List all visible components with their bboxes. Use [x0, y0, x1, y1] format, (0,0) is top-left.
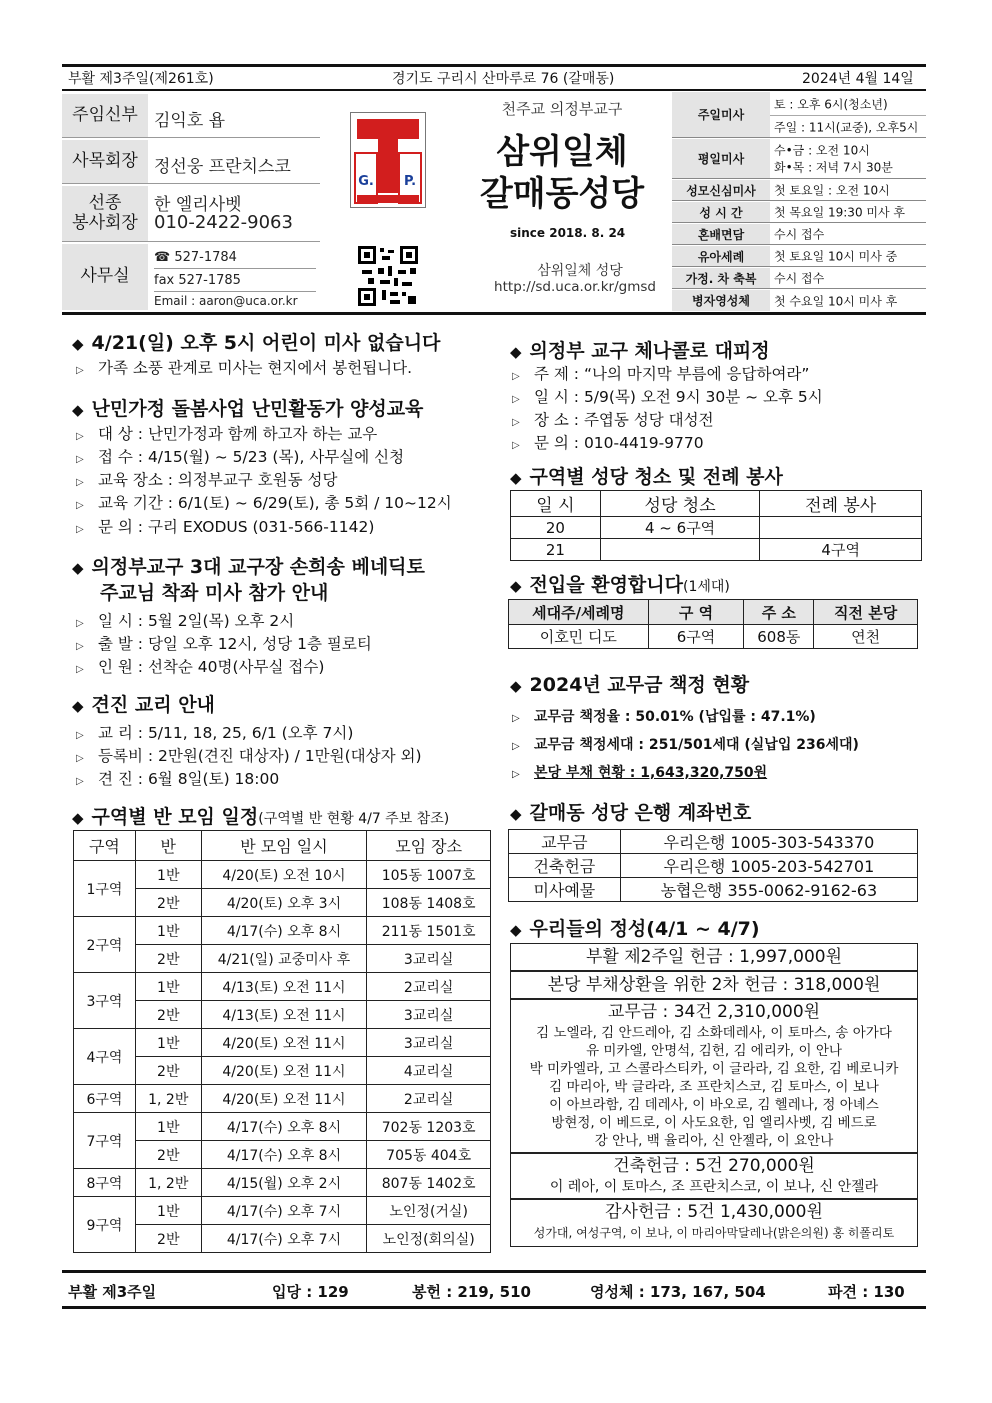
table-cell: 105동 1007호: [367, 861, 491, 889]
section-title: ◆ 전입을 환영합니다(1세대): [510, 574, 730, 596]
section-title: ◆ 의정부교구 3대 교구장 손희송 베네딕토: [72, 556, 425, 578]
section-title: ◆ 견진 교리 안내: [72, 694, 215, 716]
table-cell: 4/17(수) 오후 8시: [201, 1113, 367, 1141]
table-row: [74, 1057, 491, 1085]
svg-text:P.: P.: [403, 174, 417, 189]
staff-value: 정선웅 프란치스코: [154, 157, 291, 177]
staff-value: 김익호 욥: [154, 111, 226, 131]
attendance-footer: [62, 1270, 926, 1310]
church-name-2: 갈매동성당: [479, 174, 645, 214]
list-item: ▷ 문 의 : 구리 EXODUS (031-566-1142): [76, 518, 375, 536]
schedule-line: 주일 : 11시(교중), 오후5시: [774, 120, 919, 135]
schedule-line: 첫 토요일 10시 미사 중: [774, 249, 898, 264]
list-item: ▷ 교육 장소 : 의정부교구 호원동 성당: [76, 471, 338, 489]
schedule-label: 성 시 간: [672, 202, 770, 222]
table-row: [74, 945, 491, 973]
site-name: 삼위일체 성당: [537, 263, 623, 279]
schedule-label: 병자영성체: [672, 290, 770, 311]
table-cell: 211동 1501호: [367, 917, 491, 945]
schedule-line: 첫 토요일 : 오전 10시: [774, 183, 890, 198]
zone-cell: 1구역: [74, 861, 136, 917]
table-cell: 705동 404호: [367, 1141, 491, 1169]
table-row: [74, 1029, 491, 1057]
table-row: [74, 1001, 491, 1029]
zone-cell: 7구역: [74, 1113, 136, 1169]
svg-text:G.: G.: [358, 174, 374, 189]
table-cell: 1, 2반: [135, 1169, 201, 1197]
offering-row: 교무금 : 34건 2,310,000원 김 노엘라, 김 안드레아, 김 소화데레사, 이 토마스, 송 아가다 유 미카엘, 안명석, 김헌, 김 에리카, 이 안나 박 미카엘라, 고 스콜라스티카, 이 글라라, 김 요한, 김 베로니카 김 마리아, 박 글라라, 조 프란치스코, 김 토마스, 이 보나 이 아브라함, 김 데레사, 이 바오로, 김 헬레나, 정 아녜스 방현정, 이 베드로, 이 사도요한, 임 엘리사벳, 김 베드로 강 안나, 백 율리아, 신 안젤라, 이 요안나: [510, 999, 918, 1153]
table-cell: 2교리실: [367, 1085, 491, 1113]
table-cell: 4교리실: [367, 1057, 491, 1085]
table-cell: 2반: [135, 1225, 201, 1253]
table-row: 미사예물 농협은행 355-0062-9162-63: [509, 878, 918, 902]
table-cell: 노인정(회의실): [367, 1225, 491, 1253]
church-address: 경기도 구리시 산마루로 76 (갈매동): [392, 71, 615, 87]
diamond-icon: ◆: [72, 335, 84, 353]
table-cell: 2반: [135, 1001, 201, 1029]
section-title: ◆ 4/21(일) 오후 5시 어린이 미사 없습니다: [72, 332, 441, 354]
table-cell: 4/17(수) 오후 8시: [201, 1141, 367, 1169]
issue-date: 2024년 4월 14일: [802, 71, 914, 87]
offering-row: 건축헌금 : 5건 270,000원 이 레아, 이 토마스, 조 프란치스코, 이 보나, 신 안젤라: [510, 1153, 918, 1199]
zone-cell: 6구역: [74, 1085, 136, 1113]
schedule-line: 첫 목요일 19:30 미사 후: [774, 205, 905, 220]
bank-table: [508, 829, 918, 902]
staff-label: 사목회장: [62, 140, 148, 183]
list-item: ▷ 교무금 책정세대 : 251/501세대 (실납입 236세대): [512, 737, 859, 753]
list-item: ▷ 본당 부채 현황 : 1,643,320,750원: [512, 765, 768, 781]
table-cell: 2반: [135, 1141, 201, 1169]
table-cell: 1, 2반: [135, 1085, 201, 1113]
table-cell: 3교리실: [367, 1029, 491, 1057]
zone-cell: 8구역: [74, 1169, 136, 1197]
section-title: ◆ 우리들의 정성(4/1 ~ 4/7): [510, 918, 760, 940]
table-row: [74, 917, 491, 945]
list-item: ▷ 대 상 : 난민가정과 함께 하고자 하는 교우: [76, 425, 378, 443]
staff-phone: 010-2422-9063: [154, 212, 293, 233]
table-row: 20 4 ~ 6구역: [511, 517, 922, 539]
table-cell: 4/17(수) 오후 7시: [201, 1225, 367, 1253]
list-item: ▷ 교육 기간 : 6/1(토) ~ 6/29(토), 총 5회 / 10~12시: [76, 494, 452, 512]
table-cell: 1반: [135, 1029, 201, 1057]
table-row: [74, 1169, 491, 1197]
table-cell: 1반: [135, 973, 201, 1001]
list-item: ▷ 일 시 : 5월 2일(목) 오후 2시: [76, 612, 295, 630]
qr-code[interactable]: [358, 246, 418, 306]
schedule-line: 토 : 오후 6시(청소년): [774, 97, 888, 112]
table-row: 교무금 우리은행 1005-303-543370: [509, 830, 918, 854]
section-title: ◆ 구역별 성당 청소 및 전례 봉사: [510, 466, 783, 488]
table-row: 건축헌금 우리은행 1005-203-542701: [509, 854, 918, 878]
table-cell: 4/17(수) 오후 7시: [201, 1197, 367, 1225]
table-row: 이호민 디도 6구역 608동 연천: [509, 625, 918, 649]
table-cell: 702동 1203호: [367, 1113, 491, 1141]
table-row: [74, 1225, 491, 1253]
table-cell: 4/13(토) 오전 11시: [201, 1001, 367, 1029]
table-cell: 2교리실: [367, 973, 491, 1001]
table-row: [74, 889, 491, 917]
table-cell: 4/17(수) 오후 8시: [201, 917, 367, 945]
staff-label: 선종 봉사회장: [62, 186, 148, 241]
staff-label: 주임신부: [62, 94, 148, 137]
schedule-label: 평일미사: [672, 139, 770, 178]
list-item: ▷ 인 원 : 선착순 40명(사무실 접수): [76, 658, 325, 676]
list-item: ▷ 접 수 : 4/15(월) ~ 5/23 (목), 사무실에 신청: [76, 448, 405, 466]
list-item: ▷ 장 소 : 주엽동 성당 대성전: [512, 411, 714, 429]
list-item: ▷ 등록비 : 2만원(견진 대상자) / 1만원(대상자 외): [76, 747, 422, 765]
schedule-label: 가정. 차 축복: [672, 268, 770, 288]
office-email: Email : aaron@uca.or.kr: [154, 294, 298, 308]
cleaning-table: 일 시 성당 청소 전례 봉사 20 4 ~ 6구역 21 4구역: [510, 490, 922, 561]
diamond-icon: ◆: [510, 677, 522, 695]
zone-cell: 9구역: [74, 1197, 136, 1253]
table-cell: 108동 1408호: [367, 889, 491, 917]
since-date: since 2018. 8. 24: [510, 226, 626, 240]
list-item: ▷ 문 의 : 010-4419-9770: [512, 434, 704, 452]
table-cell: 4/20(토) 오전 11시: [201, 1029, 367, 1057]
schedule-line: 화•목 : 저녁 7시 30분: [774, 160, 893, 175]
offering-row: 본당 부채상환을 위한 2차 헌금 : 318,000원: [510, 971, 918, 999]
list-item: ▷ 교 리 : 5/11, 18, 25, 6/1 (오후 7시): [76, 724, 354, 742]
table-cell: 1반: [135, 861, 201, 889]
schedule-label: 혼배면담: [672, 224, 770, 244]
diamond-icon: ◆: [510, 577, 522, 595]
table-cell: 4/21(일) 교중미사 후: [201, 945, 367, 973]
diamond-icon: ◆: [72, 809, 84, 827]
table-row: [74, 861, 491, 889]
zone-cell: 4구역: [74, 1029, 136, 1085]
issue-number: 부활 제3주일(제261호): [68, 71, 214, 87]
church-banner: [330, 92, 670, 312]
table-cell: 4/20(토) 오전 11시: [201, 1057, 367, 1085]
section-title: ◆ 난민가정 돌봄사업 난민활동가 양성교육: [72, 398, 424, 420]
table-cell: 2반: [135, 889, 201, 917]
schedule-label: 주일미사: [672, 92, 770, 137]
diamond-icon: ◆: [72, 559, 84, 577]
office-fax: fax 527-1785: [154, 273, 241, 288]
diamond-icon: ◆: [72, 401, 84, 419]
office-tel: ☎ 527-1784: [154, 250, 237, 265]
table-cell: 4/20(토) 오전 11시: [201, 1085, 367, 1113]
footer-dismiss: 파견 : 130: [828, 1283, 905, 1301]
table-row: [74, 1197, 491, 1225]
list-item: ▷ 주 제 : “나의 마지막 부름에 응답하여라”: [512, 365, 810, 383]
offering-row: 감사헌금 : 5건 1,430,000원 성가대, 여성구역, 이 보나, 이 마리아막달레나(밝은의원) 홍 히폴리토: [510, 1199, 918, 1247]
offering-row: 부활 제2주일 헌금 : 1,997,000원: [510, 943, 918, 971]
table-cell: 807동 1402호: [367, 1169, 491, 1197]
table-row: [74, 1113, 491, 1141]
section-title: ◆ 구역별 반 모임 일정(구역별 반 현황 4/7 주보 참조): [72, 806, 450, 828]
staff-value: 한 엘리사벳: [154, 195, 242, 215]
footer-communion: 영성체 : 173, 167, 504: [590, 1283, 766, 1301]
diamond-icon: ◆: [72, 697, 84, 715]
table-cell: 4/15(월) 오후 2시: [201, 1169, 367, 1197]
zone-cell: 3구역: [74, 973, 136, 1029]
table-cell: 1반: [135, 1113, 201, 1141]
list-item: ▷ 출 발 : 당일 오후 12시, 성당 1층 필로티: [76, 635, 372, 653]
list-item: ▷ 견 진 : 6월 8일(토) 18:00: [76, 770, 280, 788]
church-logo: [350, 112, 426, 208]
church-name-1: 삼위일체: [496, 132, 628, 172]
table-cell: 3교리실: [367, 945, 491, 973]
schedule-label: 성모신심미사: [672, 180, 770, 200]
table-row: 21 4구역: [511, 539, 922, 561]
footer-week: 부활 제3주일: [68, 1283, 157, 1301]
table-header-row: 구역 반 반 모임 일시 모임 장소: [74, 831, 491, 861]
newcomer-table: 세대주/세례명 구 역 주 소 직전 본당 이호민 디도 6구역 608동 연천: [508, 599, 918, 649]
table-cell: 1반: [135, 917, 201, 945]
section-title: ◆ 2024년 교무금 책정 현황: [510, 674, 750, 696]
table-row: [74, 1141, 491, 1169]
schedule-line: 첫 수요일 10시 미사 후: [774, 294, 898, 308]
list-item: ▷ 가족 소풍 관계로 미사는 현지에서 봉헌됩니다.: [76, 359, 413, 377]
diamond-icon: ◆: [510, 343, 522, 361]
section-title-line2: 주교님 착좌 미사 참가 안내: [100, 582, 329, 604]
list-item: ▷ 교무금 책정율 : 50.01% (납입률 : 47.1%): [512, 709, 816, 725]
diamond-icon: ◆: [510, 469, 522, 487]
table-cell: 2반: [135, 945, 201, 973]
meeting-table: [73, 830, 491, 1253]
section-title: ◆ 갈매동 성당 은행 계좌번호: [510, 802, 752, 824]
church-url[interactable]: http://sd.uca.or.kr/gmsd: [494, 279, 656, 295]
masthead-strip: [62, 68, 926, 90]
zone-cell: 2구역: [74, 917, 136, 973]
table-row: [74, 1085, 491, 1113]
office-label: 사무실: [62, 244, 148, 310]
list-item: ▷ 일 시 : 5/9(목) 오전 9시 30분 ~ 오후 5시: [512, 388, 823, 406]
table-row: [74, 973, 491, 1001]
table-cell: 4/20(토) 오전 10시: [201, 861, 367, 889]
schedule-line: 수•금 : 오전 10시: [774, 143, 870, 158]
table-cell: 노인정(거실): [367, 1197, 491, 1225]
schedule-line: 수시 접수: [774, 271, 825, 286]
footer-offering: 봉헌 : 219, 510: [412, 1283, 531, 1301]
schedule-label: 유아세례: [672, 246, 770, 266]
table-cell: 4/13(토) 오전 11시: [201, 973, 367, 1001]
diocese-name: 천주교 의정부교구: [501, 100, 623, 118]
diamond-icon: ◆: [510, 921, 522, 939]
table-cell: 2반: [135, 1057, 201, 1085]
table-cell: 3교리실: [367, 1001, 491, 1029]
diamond-icon: ◆: [510, 805, 522, 823]
schedule-line: 수시 접수: [774, 227, 825, 242]
table-cell: 1반: [135, 1197, 201, 1225]
triangle-bullet-icon: ▷: [76, 365, 84, 376]
footer-attend: 입당 : 129: [272, 1283, 349, 1301]
section-title: ◆ 의정부 교구 체나콜로 대피정: [510, 340, 770, 362]
table-cell: 4/20(토) 오후 3시: [201, 889, 367, 917]
